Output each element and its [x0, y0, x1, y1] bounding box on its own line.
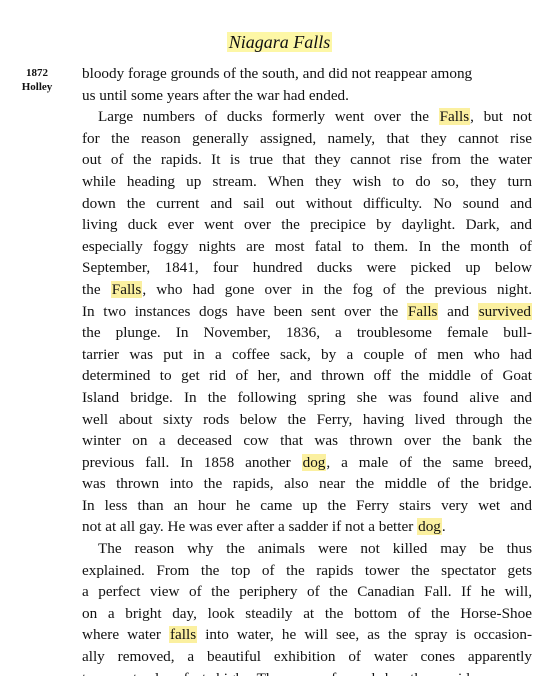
text-line: previous fall. In 1858 another dog, a male of the same breed, — [82, 453, 532, 471]
margin-note — [6, 66, 68, 94]
highlight: dog — [302, 453, 326, 471]
highlight: survived — [478, 302, 531, 320]
margin-author: Holley — [21, 81, 53, 93]
text-line: well about sixty rods below the Ferry, having lived through the — [82, 410, 532, 428]
text-line: while heading up stream. When they wish to do so, they turn — [82, 172, 532, 190]
text-line: for the reason generally assigned, namely, that they cannot rise — [82, 129, 532, 147]
text-line: the Falls, who had gone over in the fog of the previous night. — [82, 280, 533, 298]
text-line: explained. From the top of the rapids tower the spectator gets — [82, 561, 532, 579]
highlight: Falls — [407, 302, 438, 320]
text-line: bloody forage grounds of the south, and did not reappear among — [82, 65, 473, 82]
text-line: a perfect view of the periphery of the Canadian Fall. If he will, — [82, 583, 532, 601]
highlight: Falls — [111, 280, 142, 298]
body-text — [82, 63, 532, 689]
text-line: winter on a deceased cow that was thrown over the bank the — [82, 432, 532, 450]
highlight: dog — [418, 518, 441, 536]
page-cutoff — [0, 676, 559, 686]
text-line: was thrown into the rapids, also near the middle of the bridge. — [82, 475, 532, 493]
text-line: In two instances dogs have been sent over the Falls and survived — [82, 302, 531, 320]
text-line: September, 1841, four hundred ducks were picked up below — [82, 259, 532, 277]
text-line: where water falls into water, he will see, as the spray is occasion- — [82, 626, 532, 644]
text-line: living duck ever went over the precipice by daylight. Dark, and — [82, 216, 532, 234]
text-line: tarrier was put in a coffee sack, by a couple of men who had — [82, 345, 532, 363]
text-line: the plunge. In November, 1836, a troublesome female bull- — [82, 324, 532, 342]
text-line: The reason why the animals were not killed may be thus — [98, 540, 532, 558]
text-line: Large numbers of ducks formerly went over the Falls, but not — [98, 108, 532, 126]
highlight: Falls — [439, 108, 470, 126]
text-line: In less than an hour he came up the Ferry stairs very wet and — [82, 496, 532, 514]
text-line: down the current and sail out without difficulty. No sound and — [82, 194, 532, 212]
page-title-text: Niagara Falls — [228, 32, 331, 52]
page-title — [0, 30, 559, 54]
highlight: falls — [169, 626, 197, 644]
text-line: out of the rapids. It is true that they cannot rise from the water — [82, 151, 532, 169]
text-line: Island bridge. In the following spring she was found alive and — [82, 388, 532, 406]
text-line: determined to get rid of her, and thrown off the middle of Goat — [82, 367, 532, 385]
text-line: us until some years after the war had ended. — [82, 86, 349, 104]
text-line: not at all gay. He was ever after a sadder if not a better dog. — [82, 518, 446, 536]
text-line: on a bright day, look steadily at the bottom of the Horse-Shoe — [82, 604, 532, 622]
text-line: ally removed, a beautiful exhibition of water cones apparently — [82, 648, 532, 666]
margin-year: 1872 — [26, 67, 48, 79]
text-line: especially foggy nights are most fatal to them. In the month of — [82, 237, 532, 255]
